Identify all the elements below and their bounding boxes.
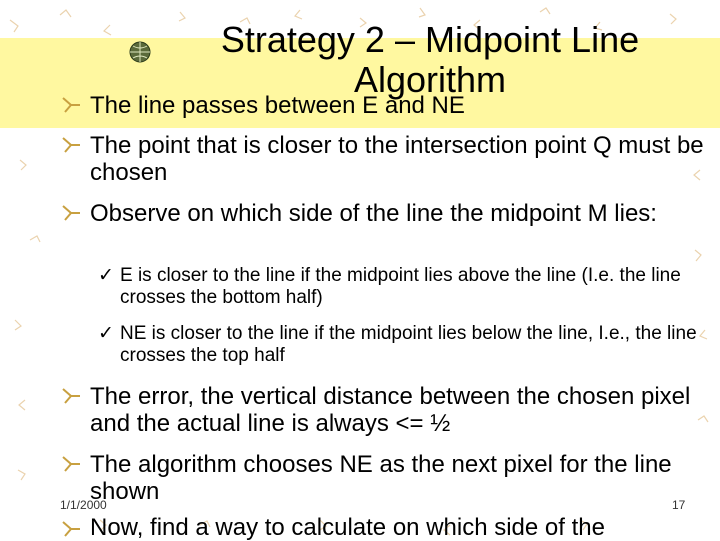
bullet-icon (60, 96, 82, 114)
bullet-icon (60, 204, 82, 222)
sub-bullet-2 (98, 323, 712, 367)
bullet-3: Observe on which side of the line the midpoint M lies: (90, 200, 657, 227)
bullet-icon (60, 520, 82, 538)
bullet-1: The line passes between E and NE (90, 92, 465, 119)
slide-title: Strategy 2 – Midpoint Line Algorithm (220, 19, 640, 100)
bullet-6: Now, find a way to calculate on which side of the (90, 514, 605, 541)
bullet-2: The point that is closer to the intersection point Q must be chosen (90, 132, 704, 186)
bullet-icon (60, 136, 82, 154)
check-icon: ✓ (98, 323, 114, 344)
footer-date: 1/1/2000 (60, 498, 107, 512)
sub-bullet-1-text: E is closer to the line if the midpoint lies above the line (I.e. the line crosses the bottom half) (120, 265, 681, 308)
bullet-5: The algorithm chooses NE as the next pixel for the line shown (90, 451, 672, 505)
sub-bullet-2-text: NE is closer to the line if the midpoint lies below the line, I.e., the line crosses the top half (120, 323, 697, 366)
check-icon: ✓ (98, 265, 114, 286)
bullet-icon (60, 455, 82, 473)
bullet-4: The error, the vertical distance between the chosen pixel and the actual line is always <= ½ (90, 383, 691, 437)
slide-number: 17 (672, 498, 686, 512)
bullet-icon (60, 387, 82, 405)
sub-bullet-1 (98, 265, 712, 309)
